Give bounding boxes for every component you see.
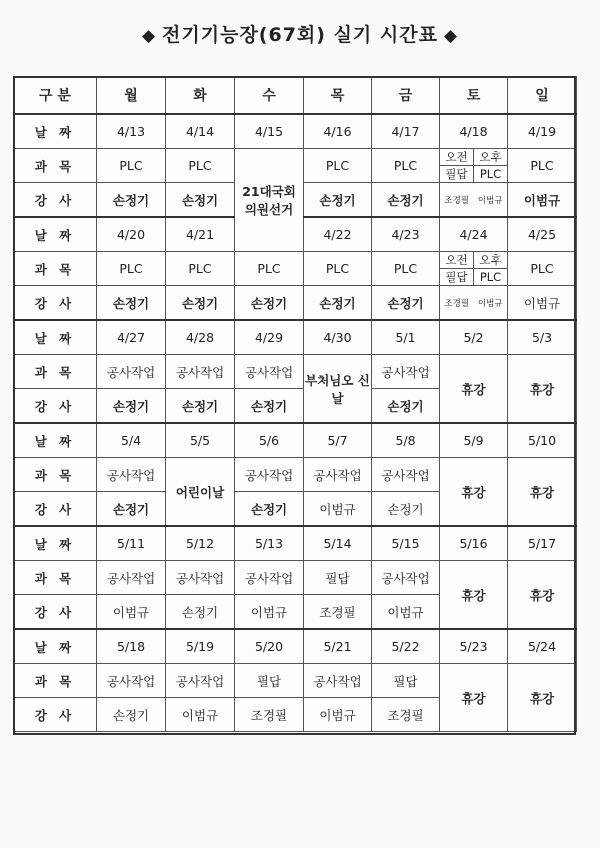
teacher-cell: 이범규	[508, 286, 577, 321]
teacher-cell: 손정기	[166, 286, 235, 321]
date-cell: 4/27	[97, 320, 166, 355]
teacher-cell: 손정기	[97, 286, 166, 321]
teacher-cell: 손정기	[97, 698, 166, 732]
subject-row	[14, 664, 577, 698]
date-cell: 5/4	[97, 423, 166, 458]
subject-cell: 공사작업	[235, 355, 304, 389]
row-label: 과 목	[14, 252, 97, 286]
no-class-cell: 휴강	[508, 355, 577, 424]
date-cell: 5/10	[508, 423, 577, 458]
subject-cell: PLC	[304, 252, 372, 286]
row-label: 날 짜	[14, 629, 97, 664]
saturday-teacher-subtable	[440, 286, 507, 319]
sat-pm-label: 오후	[474, 149, 508, 166]
saturday-teacher-subtable	[440, 183, 507, 216]
row-label: 날 짜	[14, 114, 97, 149]
header-cell: 화	[166, 77, 235, 115]
row-label: 강 사	[14, 698, 97, 732]
date-cell: 5/14	[304, 526, 372, 561]
row-label: 강 사	[14, 492, 97, 527]
date-cell: 5/11	[97, 526, 166, 561]
date-row	[14, 629, 577, 664]
sat-subject-row	[440, 166, 507, 183]
teacher-cell: 조경필	[372, 698, 440, 732]
teacher-cell: 이범규	[166, 698, 235, 732]
header-cell: 목	[304, 77, 372, 115]
subject-cell: 필답	[372, 664, 440, 698]
title-text: 전기기능장(67회) 실기 시간표	[162, 24, 438, 46]
header-cell: 구 분	[14, 77, 97, 115]
date-cell: 4/29	[235, 320, 304, 355]
date-cell: 4/30	[304, 320, 372, 355]
no-class-cell: 휴강	[508, 561, 577, 630]
teacher-cell: 손정기	[97, 183, 166, 218]
teacher-cell: 손정기	[304, 286, 372, 321]
sat-am-subject: 필답	[440, 269, 474, 286]
subject-cell: 공사작업	[97, 355, 166, 389]
holiday-cell: 부처님오 신날	[304, 355, 372, 424]
date-cell: 5/5	[166, 423, 235, 458]
row-label: 날 짜	[14, 217, 97, 252]
date-cell: 5/19	[166, 629, 235, 664]
row-label: 과 목	[14, 149, 97, 183]
no-class-cell: 휴강	[440, 561, 508, 630]
header-cell: 수	[235, 77, 304, 115]
subject-cell: PLC	[97, 252, 166, 286]
sat-am-label: 오전	[440, 252, 474, 269]
date-cell: 4/25	[508, 217, 577, 252]
teacher-cell: 손정기	[304, 183, 372, 218]
row-label: 강 사	[14, 389, 97, 424]
row-label: 날 짜	[14, 423, 97, 458]
saturday-teacher-split	[440, 183, 508, 218]
sat-am-teacher: 조경필	[444, 298, 470, 309]
page-title	[0, 20, 600, 47]
subject-cell: 공사작업	[372, 355, 440, 389]
sat-pm-subject: PLC	[479, 167, 502, 181]
teacher-cell: 손정기	[372, 183, 440, 218]
date-cell: 5/24	[508, 629, 577, 664]
header-cell: 금	[372, 77, 440, 115]
date-cell: 5/21	[304, 629, 372, 664]
date-cell: 4/18	[440, 114, 508, 149]
teacher-cell: 조경필	[235, 698, 304, 732]
teacher-cell: 손정기	[372, 286, 440, 321]
subject-cell: PLC	[372, 252, 440, 286]
date-cell: 4/14	[166, 114, 235, 149]
date-cell: 5/1	[372, 320, 440, 355]
teacher-row	[14, 286, 577, 321]
date-cell: 5/12	[166, 526, 235, 561]
subject-cell: PLC	[97, 149, 166, 183]
teacher-cell: 이범규	[97, 595, 166, 630]
date-cell: 5/22	[372, 629, 440, 664]
no-class-cell: 휴강	[440, 355, 508, 424]
row-label: 과 목	[14, 561, 97, 595]
date-row	[14, 526, 577, 561]
teacher-cell: 이범규	[372, 595, 440, 630]
sat-pm-teacher: 이범규	[477, 195, 503, 206]
teacher-cell: 손정기	[372, 389, 440, 424]
subject-cell: 공사작업	[372, 458, 440, 492]
date-cell: 5/16	[440, 526, 508, 561]
header-cell: 월	[97, 77, 166, 115]
schedule-table	[13, 76, 577, 732]
no-class-cell: 휴강	[508, 458, 577, 527]
subject-cell: 공사작업	[97, 561, 166, 595]
sat-label-row	[440, 252, 507, 269]
sat-am-subject: 필답	[440, 166, 474, 183]
teacher-cell: 이범규	[304, 492, 372, 527]
saturday-subtable	[440, 149, 507, 182]
teacher-cell: 조경필	[304, 595, 372, 630]
date-row	[14, 320, 577, 355]
saturday-teacher-split	[440, 286, 508, 321]
date-cell: 4/23	[372, 217, 440, 252]
row-label: 강 사	[14, 286, 97, 321]
date-row	[14, 114, 577, 149]
subject-cell: 공사작업	[97, 458, 166, 492]
teacher-cell: 손정기	[97, 492, 166, 527]
date-cell: 4/22	[304, 217, 372, 252]
subject-cell: 공사작업	[304, 458, 372, 492]
subject-cell: 공사작업	[235, 458, 304, 492]
date-cell: 4/16	[304, 114, 372, 149]
date-cell: 5/7	[304, 423, 372, 458]
row-label: 강 사	[14, 595, 97, 630]
date-cell: 5/13	[235, 526, 304, 561]
date-cell: 5/18	[97, 629, 166, 664]
teacher-cell: 손정기	[166, 595, 235, 630]
row-label: 과 목	[14, 664, 97, 698]
row-label: 강 사	[14, 183, 97, 218]
date-cell: 4/13	[97, 114, 166, 149]
subject-cell: PLC	[372, 149, 440, 183]
row-label: 날 짜	[14, 526, 97, 561]
saturday-split	[440, 252, 508, 286]
saturday-subtable	[440, 252, 507, 285]
sat-pm-teacher: 이범규	[477, 298, 503, 309]
date-cell: 4/17	[372, 114, 440, 149]
teacher-cell: 이범규	[235, 595, 304, 630]
holiday-cell: 어린이날	[166, 458, 235, 527]
diamond-icon: ◆	[443, 26, 459, 46]
teacher-cell: 손정기	[97, 389, 166, 424]
sat-teacher-row	[440, 183, 507, 216]
date-cell: 5/20	[235, 629, 304, 664]
sat-am-label: 오전	[440, 149, 474, 166]
header-cell: 일	[508, 77, 577, 115]
sat-pm-label: 오후	[474, 252, 508, 269]
subject-cell: 공사작업	[235, 561, 304, 595]
row-label: 과 목	[14, 355, 97, 389]
sat-teacher-row	[440, 286, 507, 319]
sat-am-teacher: 조경필	[444, 195, 470, 206]
subject-cell: PLC	[166, 149, 235, 183]
subject-row	[14, 355, 577, 389]
date-cell: 5/17	[508, 526, 577, 561]
date-row	[14, 423, 577, 458]
sat-label-row	[440, 149, 507, 166]
date-cell: 5/15	[372, 526, 440, 561]
date-cell: 5/8	[372, 423, 440, 458]
saturday-split	[440, 149, 508, 183]
subject-cell: PLC	[304, 149, 372, 183]
date-cell: 4/28	[166, 320, 235, 355]
subject-cell: 공사작업	[372, 561, 440, 595]
date-cell: 5/3	[508, 320, 577, 355]
header-row	[14, 77, 577, 115]
date-cell: 4/15	[235, 114, 304, 149]
subject-cell: 필답	[304, 561, 372, 595]
teacher-cell: 이범규	[304, 698, 372, 732]
holiday-cell: 21대국회 의원선거	[235, 149, 304, 252]
teacher-cell: 손정기	[235, 492, 304, 527]
subject-cell: PLC	[508, 252, 577, 286]
date-cell: 5/9	[440, 423, 508, 458]
subject-cell: 공사작업	[166, 355, 235, 389]
row-label: 과 목	[14, 458, 97, 492]
subject-cell: 공사작업	[304, 664, 372, 698]
date-cell: 4/20	[97, 217, 166, 252]
date-cell: 4/24	[440, 217, 508, 252]
date-cell: 5/2	[440, 320, 508, 355]
teacher-cell: 손정기	[235, 389, 304, 424]
no-class-cell: 휴강	[508, 664, 577, 732]
subject-cell: PLC	[508, 149, 577, 183]
subject-cell: 필답	[235, 664, 304, 698]
teacher-cell: 손정기	[235, 286, 304, 321]
subject-row	[14, 458, 577, 492]
sat-subject-row	[440, 269, 507, 286]
teacher-cell: 손정기	[372, 492, 440, 527]
date-cell: 4/19	[508, 114, 577, 149]
teacher-cell: 이범규	[508, 183, 577, 218]
diamond-icon: ◆	[141, 26, 157, 46]
subject-cell: 공사작업	[166, 561, 235, 595]
no-class-cell: 휴강	[440, 664, 508, 732]
subject-cell: PLC	[235, 252, 304, 286]
date-cell: 5/23	[440, 629, 508, 664]
subject-row	[14, 561, 577, 595]
sat-pm-subject: PLC	[479, 270, 502, 284]
date-cell: 5/6	[235, 423, 304, 458]
date-cell: 4/21	[166, 217, 235, 252]
no-class-cell: 휴강	[440, 458, 508, 527]
teacher-cell: 손정기	[166, 183, 235, 218]
row-label: 날 짜	[14, 320, 97, 355]
header-cell: 토	[440, 77, 508, 115]
subject-cell: 공사작업	[97, 664, 166, 698]
teacher-cell: 손정기	[166, 389, 235, 424]
subject-cell: PLC	[166, 252, 235, 286]
subject-cell: 공사작업	[166, 664, 235, 698]
